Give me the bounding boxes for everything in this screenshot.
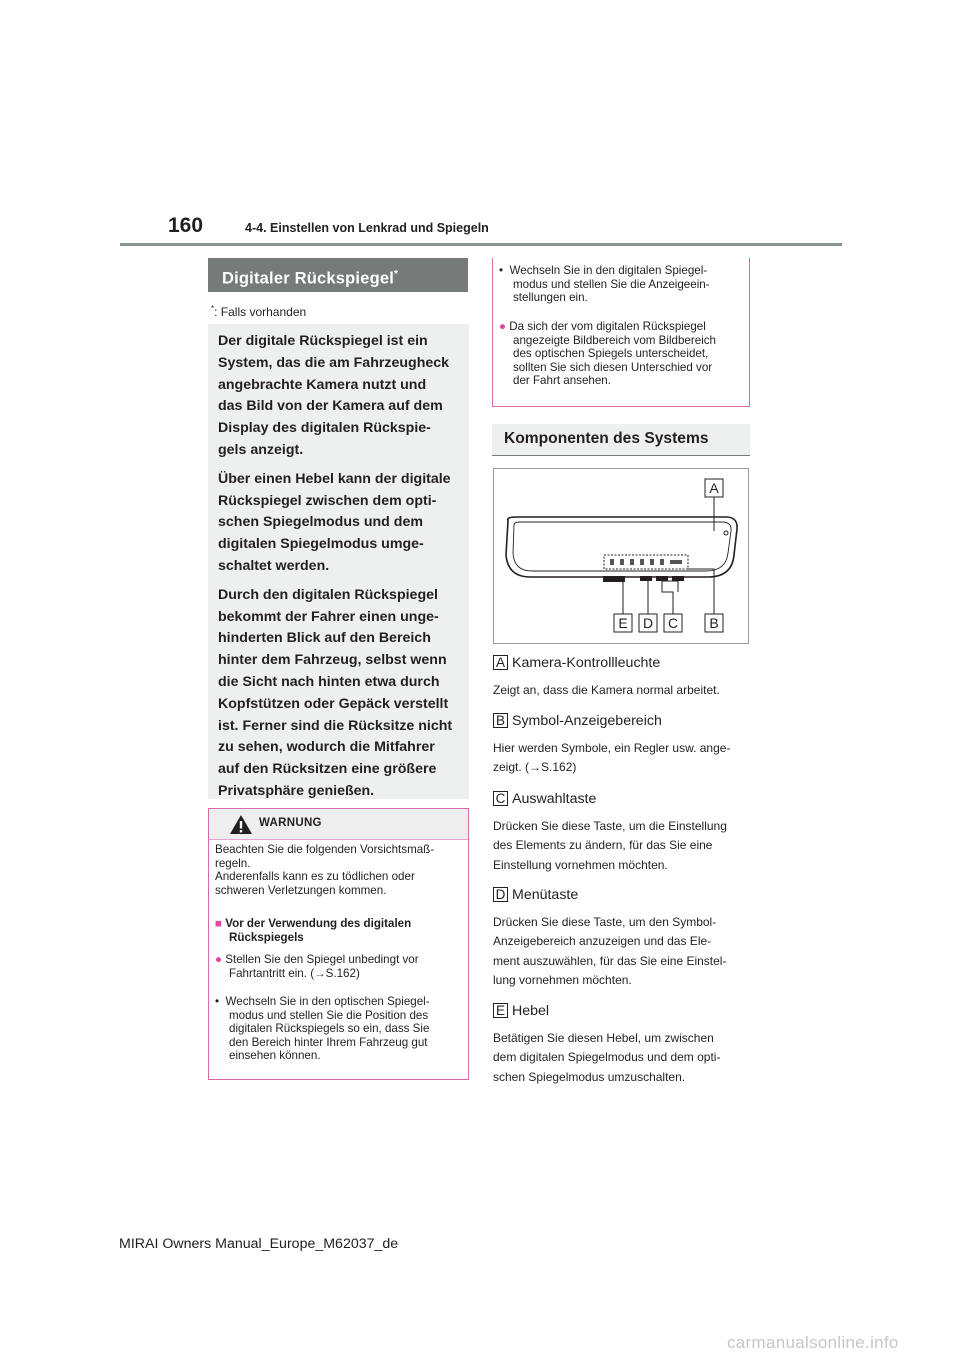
warning-bullet-line: einsehen können. <box>229 1049 321 1063</box>
heading-footnote-mark: * <box>394 269 399 280</box>
page-number: 160 <box>168 214 204 237</box>
section-heading-digital-mirror <box>208 258 468 292</box>
warning-triangle-icon <box>229 814 253 835</box>
intro-paragraph-2 <box>218 469 459 578</box>
component-title: Auswahltaste <box>512 791 597 807</box>
intro-paragraph-1 <box>218 331 459 462</box>
component-title: Hebel <box>512 1003 550 1019</box>
caution-line: Da sich der vom digitalen Rückspiegel <box>509 320 706 333</box>
intro-line: Rückspiegel zwischen dem opti- <box>218 492 437 509</box>
warning-subheading-line: Rückspiegels <box>229 930 304 944</box>
diagram-label-e: E <box>618 615 628 631</box>
component-desc-line: Zeigt an, dass die Kamera normal arbeitet. <box>493 683 720 697</box>
intro-line: angebrachte Kamera nutzt und <box>218 376 427 393</box>
intro-box <box>208 324 469 799</box>
warning-intro-line: Beachten Sie die folgenden Vorsichtsmaß- <box>215 843 435 856</box>
warning-bullet-line: Stellen Sie den Spiegel unbedingt vor <box>225 953 419 966</box>
component-title: Symbol-Anzeigebereich <box>512 713 662 729</box>
caution-continuation-box <box>492 258 750 407</box>
intro-line: digitalen Spiegelmodus umge- <box>218 536 424 553</box>
circle-bullet-icon: ● <box>215 953 223 966</box>
component-desc-line: des Elements zu ändern, für das Sie eine <box>493 838 713 853</box>
intro-line: System, das die am Fahrzeugheck <box>218 354 450 371</box>
letter-badge: D <box>493 887 508 902</box>
caution-line: Wechseln Sie in den digitalen Spiegel- <box>509 264 708 277</box>
warning-subheading <box>215 917 461 944</box>
warning-bullet-line: Wechseln Sie in den optischen Spiegel- <box>225 995 430 1008</box>
component-desc-line: Drücken Sie diese Taste, um die Einstellung <box>493 819 727 833</box>
component-desc-line: zeigt. (→S.162) <box>493 760 577 775</box>
intro-line: gels anzeigt. <box>218 441 304 458</box>
diagram-label-c: C <box>667 615 679 631</box>
footnote-text: : Falls vorhanden <box>214 305 307 319</box>
caution-bullet-2 <box>499 320 742 388</box>
warning-intro-line: regeln. <box>215 856 251 870</box>
letter-badge: B <box>493 713 508 728</box>
warning-bullet-1 <box>215 953 461 980</box>
warning-bullet-line: modus und stellen Sie die Position des <box>229 1008 429 1022</box>
component-title: Kamera-Kontrollleuchte <box>512 655 661 671</box>
component-desc-line: Betätigen Sie diesen Hebel, um zwischen <box>493 1031 714 1045</box>
intro-line: Kopfstützen oder Gepäck verstellt <box>218 695 449 712</box>
caution-line: modus und stellen Sie die Anzeigeein- <box>513 277 710 291</box>
warning-box <box>208 808 469 1080</box>
intro-line: hinter dem Fahrzeug, selbst wenn <box>218 652 447 669</box>
component-item-e <box>493 1002 751 1087</box>
letter-badge: C <box>493 791 508 806</box>
watermark: carmanualsonline.info <box>727 1333 899 1352</box>
square-bullet-icon: ■ <box>215 917 223 930</box>
component-title: Menütaste <box>512 887 579 903</box>
diagram-label-b: B <box>709 615 719 631</box>
warning-intro <box>215 843 461 897</box>
component-desc-line: lung vornehmen möchten. <box>493 972 632 987</box>
warning-bullet-line: den Bereich hinter Ihrem Fahrzeug gut <box>229 1035 428 1049</box>
mirror-diagram <box>493 468 749 644</box>
component-desc-line: ment auszuwählen, für das Sie eine Einstel- <box>493 953 727 968</box>
component-desc-line: Einstellung vornehmen möchten. <box>493 857 668 872</box>
section-heading-components: Komponenten des Systems <box>492 424 750 456</box>
warning-bullet-line: Fahrtantritt ein. (→S.162) <box>229 966 360 980</box>
intro-line: Display des digitalen Rückspie- <box>218 420 431 437</box>
heading-text: Digitaler Rückspiegel <box>222 269 395 288</box>
intro-line: Durch den digitalen Rückspiegel <box>218 586 438 603</box>
intro-line: schaltet werden. <box>218 557 330 574</box>
dot-bullet-icon: • <box>499 264 504 277</box>
intro-line: zu sehen, wodurch die Mitfahrer <box>218 739 435 756</box>
intro-line: Über einen Hebel kann der digitale <box>218 470 451 487</box>
component-desc-line: Hier werden Symbole, ein Regler usw. ange- <box>493 741 731 755</box>
warning-subheading-line: Vor der Verwendung des digitalen <box>225 917 412 930</box>
component-item-c <box>493 790 751 875</box>
warning-intro-line: Anderenfalls kann es zu tödlichen oder <box>215 870 415 884</box>
section-title: 4-4. Einstellen von Lenkrad und Spiegeln <box>245 221 489 235</box>
component-item-d <box>493 886 751 990</box>
intro-line: Privatsphäre genießen. <box>218 782 375 799</box>
caution-line: des optischen Spiegels unterscheidet, <box>513 347 709 361</box>
warning-divider <box>209 839 468 840</box>
dot-bullet-icon: • <box>215 995 220 1008</box>
caution-line: der Fahrt ansehen. <box>513 374 611 388</box>
warning-intro-line: schweren Verletzungen kommen. <box>215 883 387 897</box>
header-rule <box>120 243 842 246</box>
warning-title: WARNUNG <box>259 817 322 829</box>
mirror-illustration <box>494 469 748 643</box>
diagram-label-a: A <box>709 480 719 496</box>
intro-line: die Sicht nach hinten etwa durch <box>218 673 440 690</box>
warning-bullet-2 <box>215 995 461 1063</box>
component-item-b <box>493 712 751 778</box>
intro-paragraph-3 <box>218 585 459 803</box>
letter-badge: E <box>493 1003 508 1018</box>
intro-line: ist. Ferner sind die Rücksitze nicht <box>218 717 453 734</box>
warning-bullet-line: digitalen Rückspiegels so ein, dass Sie <box>229 1022 430 1036</box>
caution-line: angezeigte Bildbereich vom Bildbereich <box>513 333 717 347</box>
caution-line: stellungen ein. <box>513 291 588 305</box>
intro-line: auf den Rücksitzen eine größere <box>218 761 437 778</box>
footnote <box>211 304 306 319</box>
intro-line: bekommt der Fahrer einen unge- <box>218 608 439 625</box>
component-desc-line: Drücken Sie diese Taste, um den Symbol- <box>493 915 717 929</box>
manual-footer: MIRAI Owners Manual_Europe_M62037_de <box>119 1236 399 1252</box>
component-item-a <box>493 654 751 700</box>
intro-line: Der digitale Rückspiegel ist ein <box>218 333 428 349</box>
intro-line: schen Spiegelmodus und dem <box>218 514 423 531</box>
letter-badge: A <box>493 655 508 670</box>
component-desc-line: dem digitalen Spiegelmodus und dem opti- <box>493 1050 721 1065</box>
component-desc-line: Anzeigebereich anzuzeigen und das Ele- <box>493 934 712 949</box>
intro-line: das Bild von der Kamera auf dem <box>218 398 443 415</box>
footnote-mark: * <box>211 304 215 313</box>
component-desc-line: schen Spiegelmodus umzuschalten. <box>493 1069 686 1084</box>
caution-bullet-1 <box>499 264 742 305</box>
diagram-label-d: D <box>642 615 654 631</box>
caution-line: sollten Sie sich diesen Unterschied vor <box>513 360 713 374</box>
circle-bullet-icon: ● <box>499 320 507 333</box>
intro-line: hinderten Blick auf den Bereich <box>218 630 431 647</box>
